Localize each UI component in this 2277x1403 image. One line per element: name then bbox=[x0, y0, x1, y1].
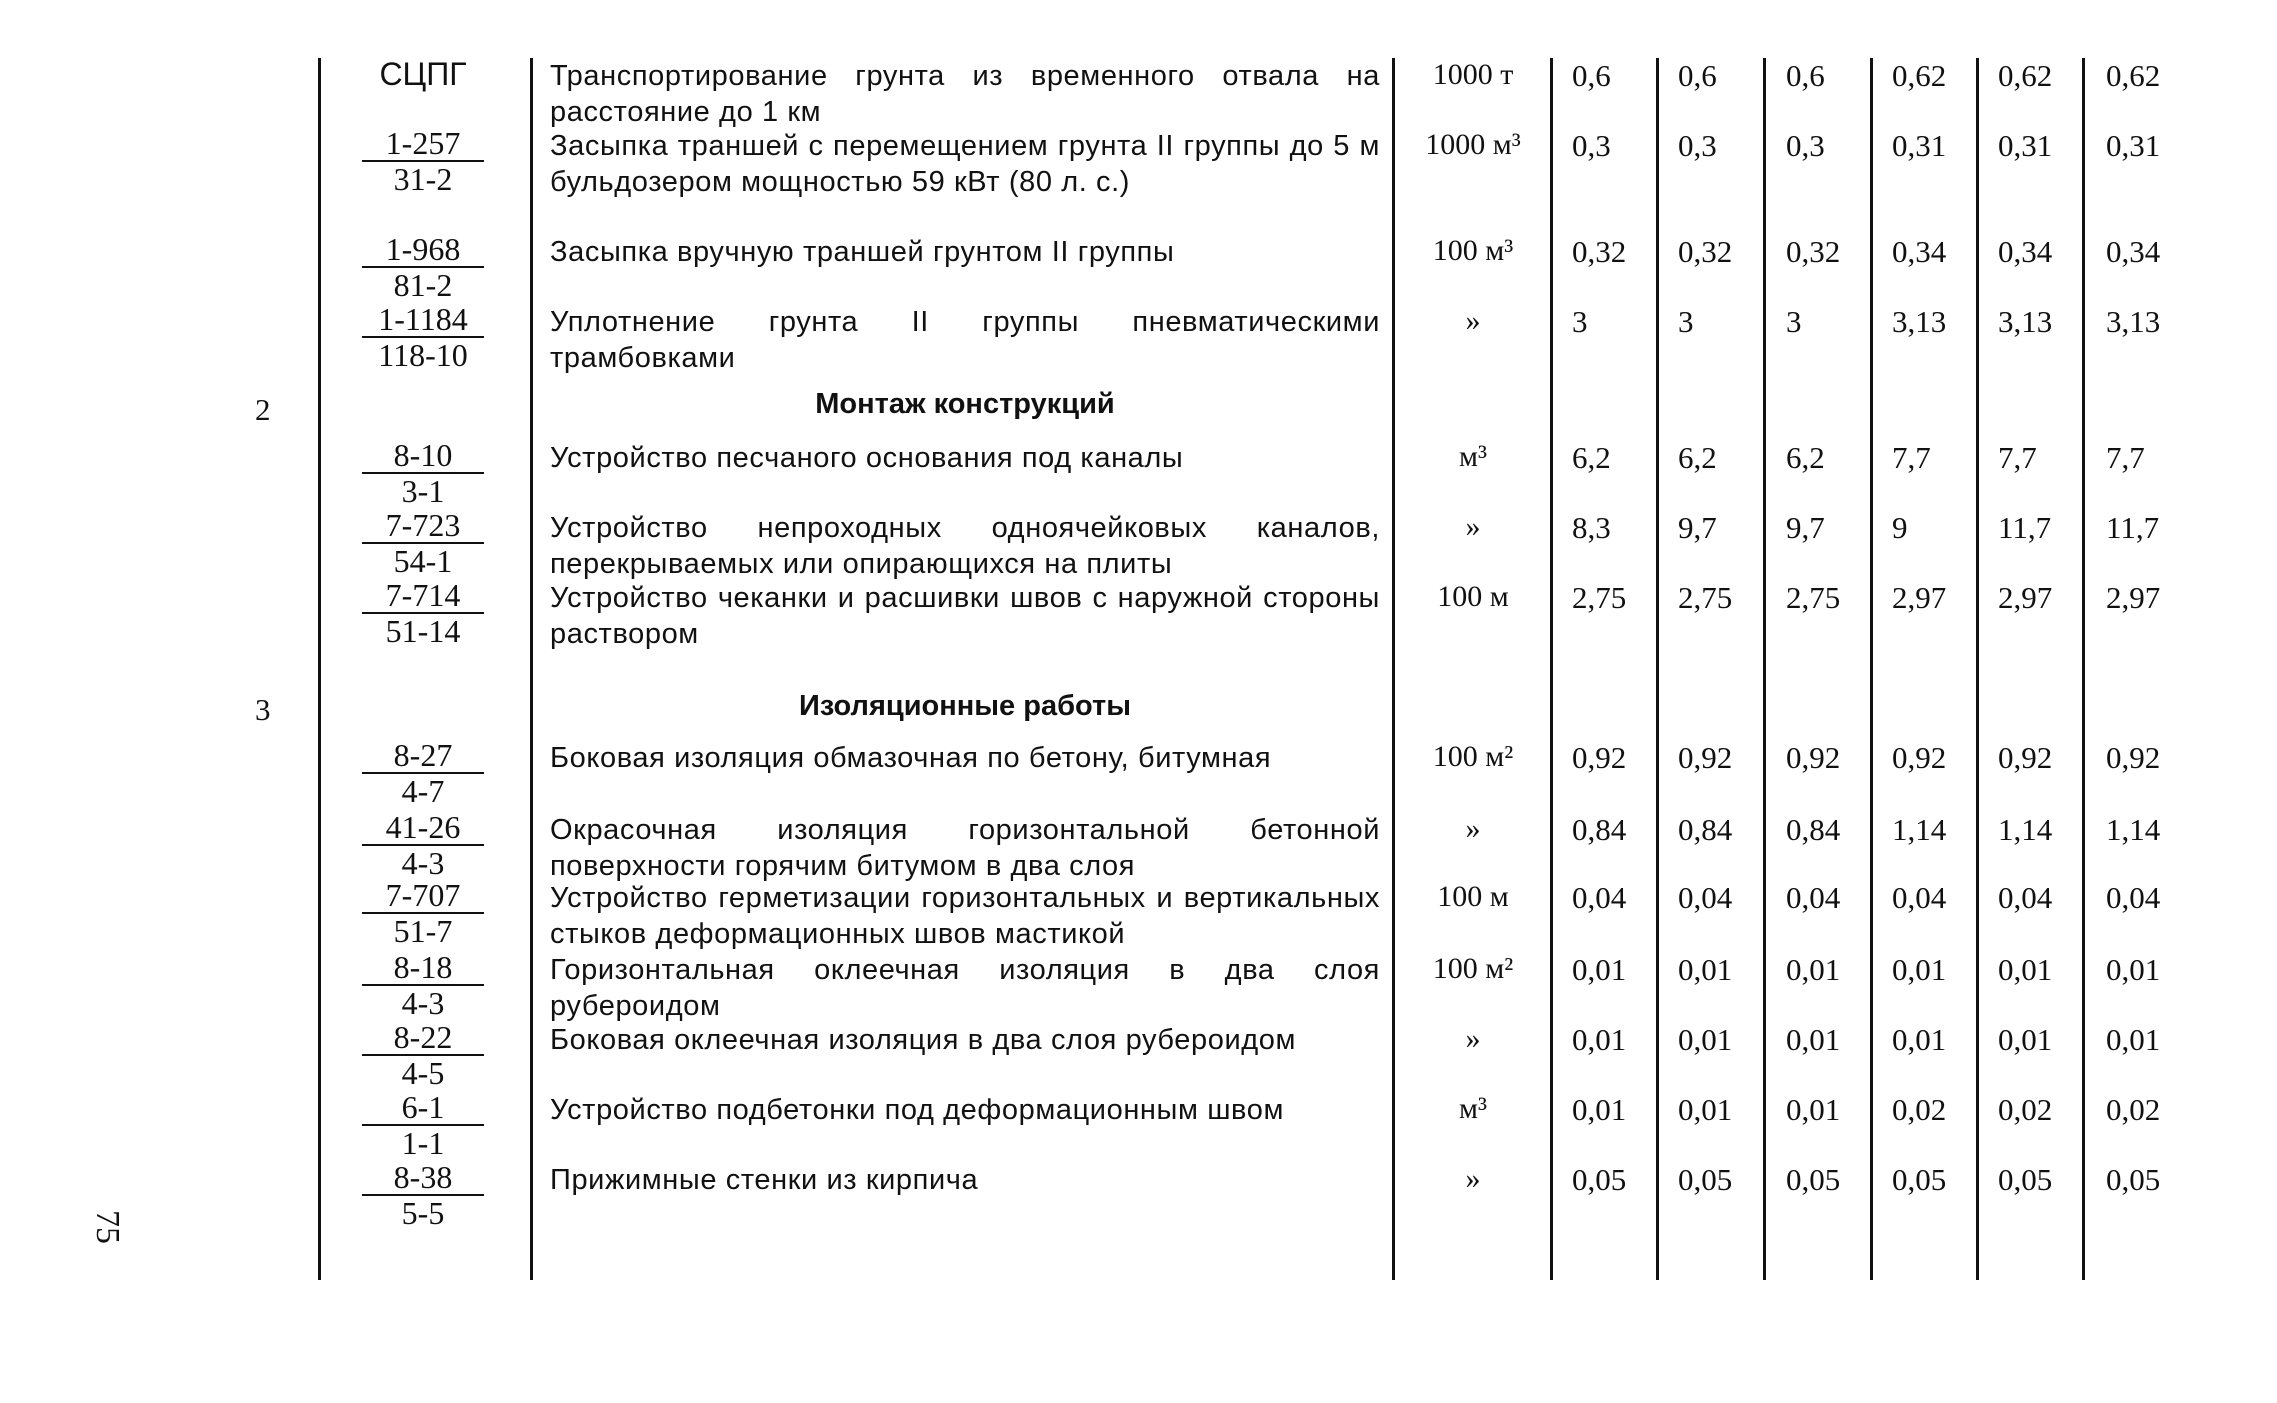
work-description: Окрасочная изоляция горизонтальной бетонной поверхности горячим битумом в два слоя bbox=[550, 814, 1380, 882]
quantity-value: 0,84 bbox=[1572, 812, 1627, 847]
work-description: Горизонтальная оклеечная изоляция в два слоя рубероидом bbox=[550, 954, 1380, 1022]
work-description: Транспортирование грунта из временного отвала на расстояние до 1 км bbox=[550, 60, 1380, 128]
quantity-value: 11,7 bbox=[1998, 510, 2052, 545]
reference-code bbox=[348, 950, 498, 1020]
work-description: Устройство песчаного основания под каналы bbox=[550, 442, 1184, 474]
quantity-value: 0,32 bbox=[1572, 234, 1627, 269]
column-rule bbox=[2082, 58, 2085, 1280]
quantity-value: 0,32 bbox=[1678, 234, 1733, 269]
work-description: Устройство герметизации горизонтальных и вертикальных стыков деформационных швов мастикой bbox=[550, 882, 1380, 950]
quantity-value: 3,13 bbox=[1998, 304, 2053, 339]
quantity-value: 0,05 bbox=[1786, 1162, 1841, 1197]
quantity-value: 0,01 bbox=[1892, 1022, 1947, 1057]
quantity-value: 0,01 bbox=[1786, 952, 1841, 987]
column-rule bbox=[1870, 58, 1873, 1280]
code-numerator: 1-257 bbox=[385, 125, 461, 161]
quantity-value: 0,31 bbox=[1998, 128, 2053, 163]
quantity-value: 9,7 bbox=[1786, 510, 1825, 545]
column-rule bbox=[1392, 58, 1395, 1280]
quantity-value: 0,84 bbox=[1786, 812, 1841, 847]
reference-code bbox=[348, 738, 498, 808]
reference-code bbox=[348, 232, 498, 302]
unit-of-measure: » bbox=[1465, 1022, 1481, 1055]
quantity-value: 0,34 bbox=[1998, 234, 2053, 269]
quantity-value: 0,6 bbox=[1572, 58, 1611, 93]
quantity-value: 0,04 bbox=[1786, 880, 1841, 915]
unit-of-measure: » bbox=[1465, 510, 1481, 543]
quantity-value: 0,04 bbox=[1678, 880, 1733, 915]
code-numerator: 8-10 bbox=[393, 437, 453, 473]
quantity-value: 6,2 bbox=[1786, 440, 1825, 475]
work-description: Устройство непроходных одноячейковых каналов, перекрываемых или опирающихся на плиты bbox=[550, 512, 1380, 580]
code-denominator: 4-3 bbox=[362, 984, 484, 1020]
column-rule bbox=[1976, 58, 1979, 1280]
quantity-value: 3,13 bbox=[1892, 304, 1947, 339]
quantity-value: 7,7 bbox=[2106, 440, 2145, 475]
quantity-value: 8,3 bbox=[1572, 510, 1611, 545]
code-numerator: 7-714 bbox=[385, 577, 461, 613]
code-numerator: 8-27 bbox=[393, 737, 453, 773]
reference-code bbox=[348, 878, 498, 948]
quantity-value: 0,92 bbox=[1892, 740, 1947, 775]
code-numerator: 8-38 bbox=[393, 1159, 453, 1195]
quantity-value: 1,14 bbox=[1998, 812, 2053, 847]
quantity-value: 2,97 bbox=[2106, 580, 2161, 615]
column-rule bbox=[1550, 58, 1553, 1280]
quantity-value: 2,75 bbox=[1572, 580, 1627, 615]
section-number: 3 bbox=[255, 692, 271, 727]
header-code: СЦПГ bbox=[379, 56, 467, 92]
reference-code bbox=[348, 1160, 498, 1230]
quantity-value: 0,31 bbox=[1892, 128, 1947, 163]
quantity-value: 2,75 bbox=[1678, 580, 1733, 615]
quantity-value: 0,01 bbox=[1572, 1092, 1627, 1127]
code-denominator: 4-7 bbox=[362, 772, 484, 808]
work-description: Устройство подбетонки под деформационным швом bbox=[550, 1094, 1285, 1126]
quantity-value: 0,62 bbox=[1892, 58, 1947, 93]
quantity-value: 2,97 bbox=[1998, 580, 2053, 615]
quantity-value: 3 bbox=[1572, 304, 1588, 339]
reference-code bbox=[348, 508, 498, 578]
quantity-value: 0,92 bbox=[1572, 740, 1627, 775]
quantity-value: 0,62 bbox=[1998, 58, 2053, 93]
work-description: Прижимные стенки из кирпича bbox=[550, 1164, 979, 1196]
work-description: Боковая изоляция обмазочная по бетону, битумная bbox=[550, 742, 1272, 774]
quantity-value: 0,01 bbox=[1572, 952, 1627, 987]
code-denominator: 4-5 bbox=[362, 1054, 484, 1090]
quantity-value: 3 bbox=[1678, 304, 1694, 339]
code-denominator: 51-14 bbox=[362, 612, 484, 648]
reference-code bbox=[348, 302, 498, 372]
quantity-value: 0,01 bbox=[1678, 1092, 1733, 1127]
code-denominator: 51-7 bbox=[362, 912, 484, 948]
work-description: Уплотнение грунта II группы пневматическими трамбовками bbox=[550, 306, 1380, 374]
column-rule bbox=[1656, 58, 1659, 1280]
quantity-value: 6,2 bbox=[1678, 440, 1717, 475]
work-description: Засыпка вручную траншей грунтом II группы bbox=[550, 236, 1175, 268]
column-rule bbox=[530, 58, 533, 1280]
unit-of-measure: 100 м² bbox=[1432, 740, 1514, 773]
reference-code bbox=[348, 1090, 498, 1160]
work-description: Боковая оклеечная изоляция в два слоя рубероидом bbox=[550, 1024, 1297, 1056]
quantity-value: 0,02 bbox=[1998, 1092, 2053, 1127]
code-denominator: 1-1 bbox=[362, 1124, 484, 1160]
quantity-value: 0,01 bbox=[2106, 1022, 2161, 1057]
quantity-value: 0,62 bbox=[2106, 58, 2161, 93]
quantity-value: 0,02 bbox=[1892, 1092, 1947, 1127]
quantity-value: 0,05 bbox=[1572, 1162, 1627, 1197]
work-description: Засыпка траншей с перемещением грунта II группы до 5 м бульдозером мощностью 59 кВт (80 л. с.) bbox=[550, 130, 1380, 198]
page-number: 75 bbox=[89, 1210, 126, 1244]
code-numerator: 1-1184 bbox=[378, 301, 468, 337]
quantity-value: 3,13 bbox=[2106, 304, 2161, 339]
quantity-value: 0,05 bbox=[2106, 1162, 2161, 1197]
quantity-value: 0,31 bbox=[2106, 128, 2161, 163]
quantity-value: 0,01 bbox=[1786, 1022, 1841, 1057]
unit-of-measure: » bbox=[1465, 812, 1481, 845]
unit-of-measure: м³ bbox=[1459, 1092, 1487, 1125]
quantity-value: 2,75 bbox=[1786, 580, 1841, 615]
quantity-value: 11,7 bbox=[2106, 510, 2160, 545]
quantity-value: 6,2 bbox=[1572, 440, 1611, 475]
code-denominator: 4-3 bbox=[362, 844, 484, 880]
unit-of-measure: » bbox=[1465, 1162, 1481, 1195]
quantity-value: 0,01 bbox=[1892, 952, 1947, 987]
column-rule bbox=[1763, 58, 1766, 1280]
quantity-value: 0,92 bbox=[2106, 740, 2161, 775]
code-numerator: 7-707 bbox=[385, 877, 461, 913]
reference-code bbox=[348, 1020, 498, 1090]
quantity-value: 0,34 bbox=[1892, 234, 1947, 269]
quantity-value: 0,3 bbox=[1572, 128, 1611, 163]
reference-code bbox=[348, 578, 498, 648]
quantity-value: 3 bbox=[1786, 304, 1802, 339]
quantity-value: 0,04 bbox=[2106, 880, 2161, 915]
code-denominator: 31-2 bbox=[362, 160, 484, 196]
reference-code bbox=[348, 810, 498, 880]
quantity-value: 9 bbox=[1892, 510, 1908, 545]
code-numerator: 41-26 bbox=[385, 809, 461, 845]
quantity-value: 2,97 bbox=[1892, 580, 1947, 615]
code-denominator: 118-10 bbox=[362, 336, 484, 372]
unit-of-measure: 1000 т bbox=[1432, 58, 1514, 91]
quantity-value: 0,6 bbox=[1786, 58, 1825, 93]
quantity-value: 7,7 bbox=[1892, 440, 1931, 475]
quantity-value: 0,92 bbox=[1998, 740, 2053, 775]
section-title: Монтаж конструкций bbox=[815, 388, 1115, 420]
unit-of-measure: 100 м bbox=[1437, 880, 1509, 913]
code-numerator: 6-1 bbox=[401, 1089, 445, 1125]
reference-code bbox=[348, 438, 498, 508]
quantity-value: 0,04 bbox=[1572, 880, 1627, 915]
code-numerator: 1-968 bbox=[385, 231, 461, 267]
section-title: Изоляционные работы bbox=[799, 690, 1131, 722]
code-denominator: 81-2 bbox=[362, 266, 484, 302]
quantity-value: 1,14 bbox=[2106, 812, 2161, 847]
unit-of-measure: 100 м² bbox=[1432, 952, 1514, 985]
column-rule bbox=[318, 58, 321, 1280]
section-number: 2 bbox=[255, 392, 271, 427]
unit-of-measure: 100 м³ bbox=[1432, 234, 1514, 267]
quantity-value: 0,6 bbox=[1678, 58, 1717, 93]
quantity-value: 0,05 bbox=[1892, 1162, 1947, 1197]
quantity-value: 0,01 bbox=[1678, 1022, 1733, 1057]
quantity-value: 0,05 bbox=[1678, 1162, 1733, 1197]
quantity-value: 0,04 bbox=[1892, 880, 1947, 915]
unit-of-measure: 1000 м³ bbox=[1425, 128, 1521, 161]
code-numerator: 8-18 bbox=[393, 949, 453, 985]
code-numerator: 8-22 bbox=[393, 1019, 453, 1055]
code-denominator: 54-1 bbox=[362, 542, 484, 578]
quantity-value: 0,01 bbox=[1786, 1092, 1841, 1127]
quantity-value: 0,01 bbox=[1572, 1022, 1627, 1057]
quantity-value: 0,3 bbox=[1678, 128, 1717, 163]
quantity-value: 0,34 bbox=[2106, 234, 2161, 269]
unit-of-measure: » bbox=[1465, 304, 1481, 337]
quantity-value: 0,05 bbox=[1998, 1162, 2053, 1197]
quantity-value: 1,14 bbox=[1892, 812, 1947, 847]
unit-of-measure: 100 м bbox=[1437, 580, 1509, 613]
quantity-value: 0,01 bbox=[1998, 952, 2053, 987]
quantity-value: 0,01 bbox=[1678, 952, 1733, 987]
quantity-value: 0,3 bbox=[1786, 128, 1825, 163]
quantity-value: 0,01 bbox=[1998, 1022, 2053, 1057]
quantity-value: 0,92 bbox=[1786, 740, 1841, 775]
quantity-value: 0,32 bbox=[1786, 234, 1841, 269]
quantity-value: 0,84 bbox=[1678, 812, 1733, 847]
quantity-value: 0,92 bbox=[1678, 740, 1733, 775]
quantity-value: 0,04 bbox=[1998, 880, 2053, 915]
reference-code bbox=[348, 126, 498, 196]
work-description: Устройство чеканки и расшивки швов с наружной стороны раствором bbox=[550, 582, 1380, 650]
code-denominator: 5-5 bbox=[362, 1194, 484, 1230]
unit-of-measure: м³ bbox=[1459, 440, 1487, 473]
quantity-value: 7,7 bbox=[1998, 440, 2037, 475]
quantity-value: 9,7 bbox=[1678, 510, 1717, 545]
quantity-value: 0,01 bbox=[2106, 952, 2161, 987]
quantity-value: 0,02 bbox=[2106, 1092, 2161, 1127]
code-numerator: 7-723 bbox=[385, 507, 461, 543]
code-denominator: 3-1 bbox=[362, 472, 484, 508]
